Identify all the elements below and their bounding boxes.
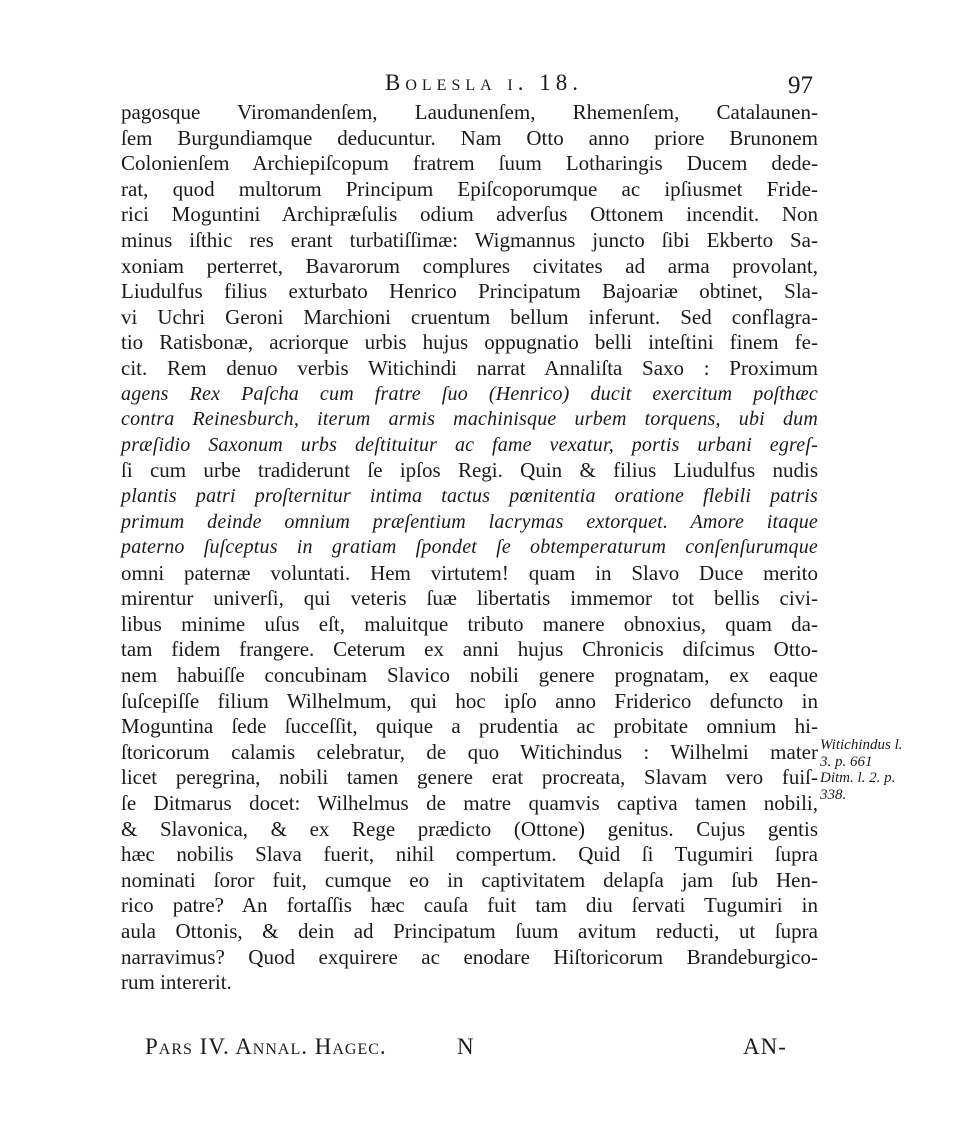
text-line: tio Ratisbonæ, acriorque urbis hujus oppugnatio belli inteſtini finem fe- — [121, 330, 818, 355]
text-line: ſuſcepiſſe filium Wilhelmum, qui hoc ipſo anno Friderico defuncto in — [121, 688, 818, 713]
catchword: AN- — [743, 1034, 787, 1059]
margin-notes — [820, 737, 950, 803]
text-line: Moguntina ſede ſucceſſit, quique a prudentia ac probitate omnium hi- — [121, 714, 818, 739]
quotation-line: primum deinde omnium præſentium lacrymas extorquet. Amore itaque — [121, 510, 818, 533]
text-line: & Slavonica, & ex Rege prædicto (Ottone) genitus. Cujus gentis — [121, 816, 818, 841]
quotation-line: plantis patri proſternitur intima tactus pœnitentia oratione flebili patris — [121, 484, 818, 507]
signature-line: Pars IV. Annal. Hagec. — [145, 1034, 387, 1059]
sheet-mark: N — [457, 1034, 475, 1059]
text-line: hæc nobilis Slava fuerit, nihil compertum. Quid ſi Tugumiri ſupra — [121, 842, 818, 867]
text-line: vi Uchri Geroni Marchioni cruentum bellum inferunt. Sed conflagra- — [121, 304, 818, 329]
text-line: libus minime uſus eſt, maluitque tributo manere obnoxius, quam da- — [121, 611, 818, 636]
running-head-title: Bolesla i. 18. — [385, 70, 583, 95]
text-line: mirentur univerſi, qui veteris ſuæ libertatis immemor tot bellis civi- — [121, 586, 818, 611]
text-line: rico patre? An fortaſſis hæc cauſa fuit tam diu ſervati Tugumiri in — [121, 893, 818, 918]
margin-note: Ditm. l. 2. p. — [820, 770, 896, 786]
text-line: omni paternæ voluntati. Hem virtutem! quam in Slavo Duce merito — [121, 560, 818, 585]
margin-note: 338. — [820, 786, 847, 803]
quotation-line: præſidio Saxonum urbs deſtituitur ac fame vexatur, portis urbani egreſ- — [121, 433, 818, 456]
text-line: minus iſthic res erant turbatiſſimæ: Wigmannus juncto ſibi Ekberto Sa- — [121, 227, 818, 252]
quotation-line: agens Rex Paſcha cum fratre ſuo (Henrico) ducit exercitum poſthæc — [121, 382, 818, 405]
text-line: aula Ottonis, & dein ad Principatum ſuum avitum reducti, ut ſupra — [121, 919, 818, 943]
text-line: rat, quod multorum Principum Epiſcoporumque ac ipſiusmet Fride- — [121, 176, 818, 201]
margin-note: Witichindus l. — [820, 737, 903, 753]
text-line: rum intererit. — [121, 970, 232, 995]
text-line: narravimus? Quod exquirere ac enodare Hiſtoricorum Brandeburgico- — [121, 944, 818, 969]
margin-note: 3. p. 661 — [820, 753, 873, 770]
page-footer — [145, 1034, 795, 1068]
text-line: nominati ſoror fuit, cumque eo in captivitatem delapſa jam ſub Hen- — [121, 867, 818, 892]
page-number: 97 — [788, 72, 813, 99]
text-line: Colonienſem Archiepiſcopum fratrem ſuum Lotharingis Ducem dede- — [121, 151, 818, 176]
quotation-line: paterno ſuſceptus in gratiam ſpondet ſe obtemperaturum conſenſurumque — [121, 536, 818, 559]
quotation-line: contra Reinesburch, iterum armis machinisque urbem torquens, ubi dum — [121, 408, 818, 431]
text-line: rici Moguntini Archipræſulis odium adverſus Ottonem incendit. Non — [121, 202, 818, 227]
text-line: ſi cum urbe tradiderunt ſe ipſos Regi. Quin & filius Liudulfus nudis — [121, 458, 818, 483]
text-line: xoniam perterret, Bavarorum complures civitates ad arma provolant, — [121, 253, 818, 278]
text-line: cit. Rem denuo verbis Witichindi narrat Annaliſta Saxo : Proximum — [121, 355, 818, 380]
text-line: ſtoricorum calamis celebratur, de quo Witichindus : Wilhelmi mater — [121, 739, 818, 764]
text-line: Liudulfus filius exturbato Henrico Principatum Bajoariæ obtinet, Sla- — [121, 279, 818, 304]
text-line: ſe Ditmarus docet: Wilhelmus de matre quamvis captiva tamen nobili, — [121, 791, 818, 816]
body-text — [121, 100, 818, 996]
text-line: tam fidem frangere. Ceterum ex anni hujus Chronicis diſcimus Otto- — [121, 637, 818, 662]
text-line: ſem Burgundiamque deducuntur. Nam Otto anno priore Brunonem — [121, 125, 818, 150]
text-line: pagosque Viromandenſem, Laudunenſem, Rhemenſem, Catalaunen- — [121, 100, 818, 124]
text-line: licet peregrina, nobili tamen genere erat procreata, Slavam vero fuiſ- — [121, 765, 818, 790]
text-line: nem habuiſſe concubinam Slavico nobili genere prognatam, ex eaque — [121, 663, 818, 688]
